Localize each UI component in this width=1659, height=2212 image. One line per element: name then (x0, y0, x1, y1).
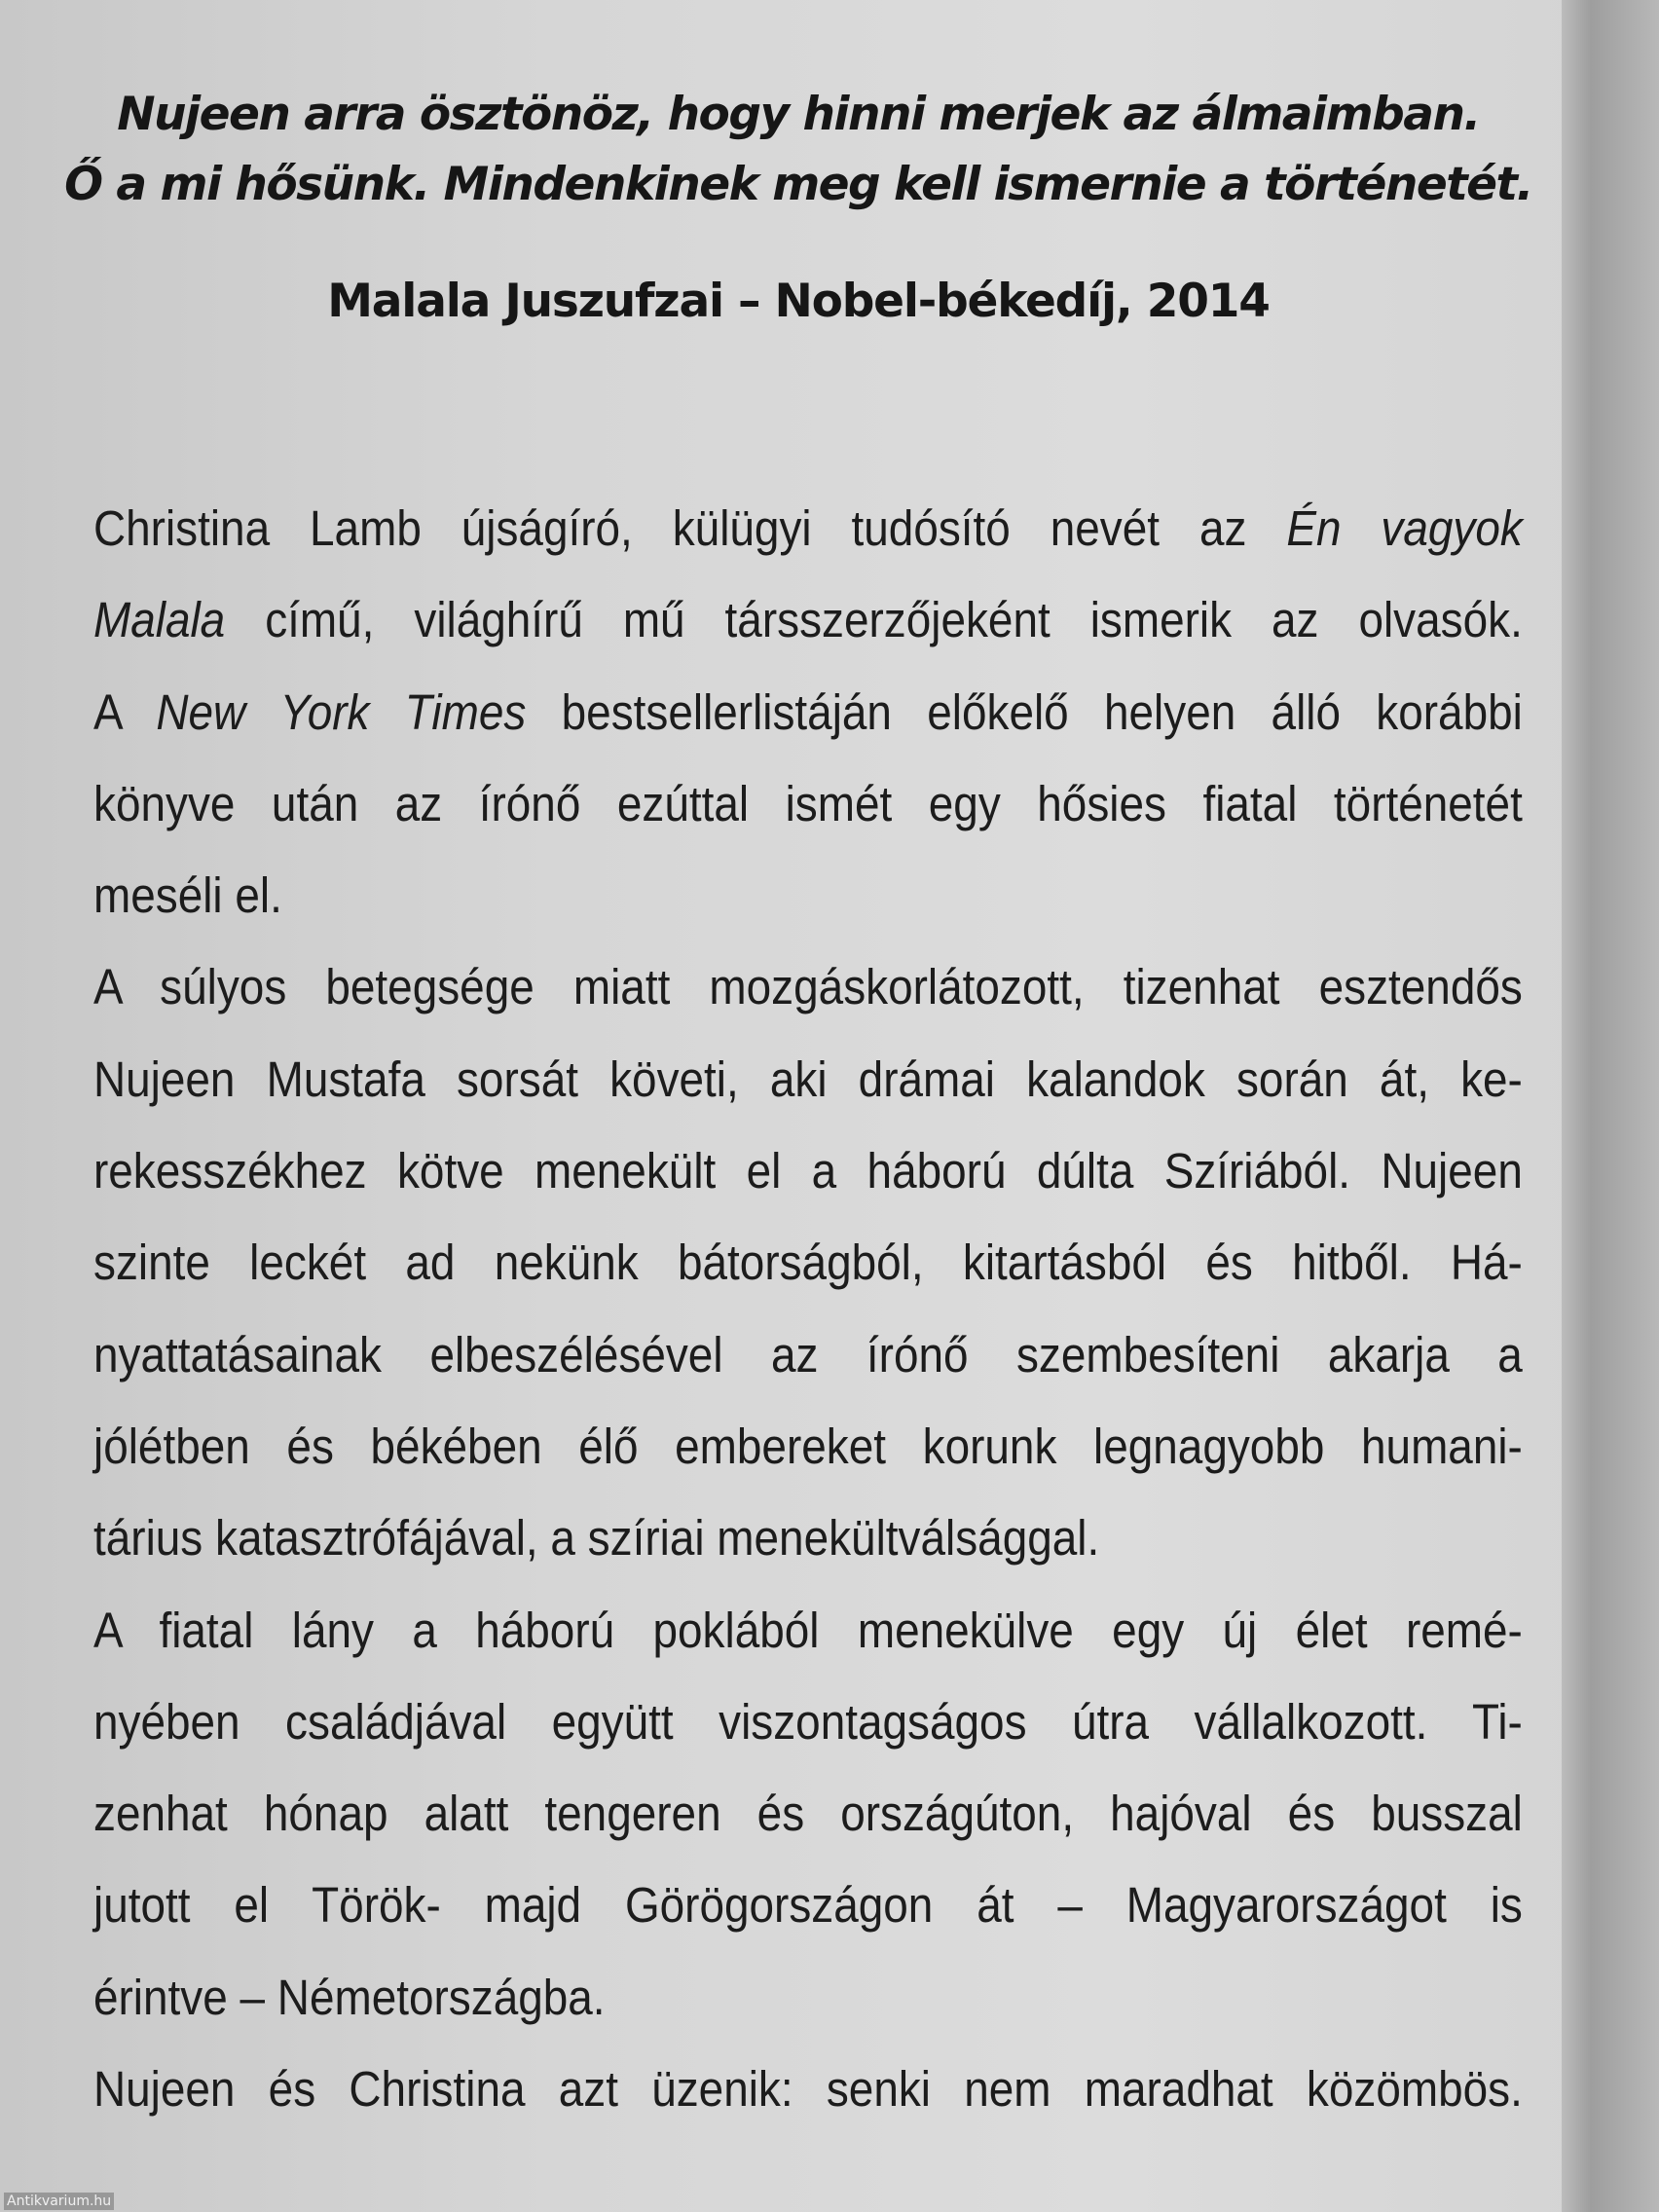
blurb-line: Nujeen Mustafa sorsát követi, aki drámai kalandok során át, ke- (93, 1051, 1523, 1107)
newspaper-title-italic: New York Times (156, 683, 527, 740)
blurb-line: Nujeen és Christina azt üzenik: senki nem maradhat közömbös. (93, 2061, 1523, 2118)
blurb-text: bestsellerlistáján előkelő helyen álló korábbi (526, 683, 1523, 740)
book-title-italic: Malala (93, 592, 226, 648)
blurb-line: zenhat hónap alatt tengeren és országúton, hajóval és busszal (93, 1786, 1523, 1842)
blurb-line: könyve után az írónő ezúttal ismét egy hősies fiatal történetét (93, 775, 1523, 831)
blurb-line: meséli el. (93, 867, 282, 924)
book-title-italic: Én vagyok (1286, 500, 1523, 556)
blurb-text: Christina Lamb újságíró, külügyi tudósító nevét az (93, 500, 1287, 556)
blurb-text: A (93, 683, 157, 740)
page-edge-shadow (1562, 0, 1659, 2212)
blurb-line: jólétben és békében élő embereket korunk legnagyobb humani- (93, 1418, 1523, 1474)
quote-line: Ő a mi hősünk. Mindenkinek meg kell ismernie a történetét. (64, 158, 1532, 211)
blurb-line: szinte leckét ad nekünk bátorságból, kitartásból és hitből. Há- (93, 1235, 1523, 1291)
blurb-line: rekesszékhez kötve menekült el a háború dúlta Szíriából. Nujeen (93, 1143, 1523, 1199)
book-blurb (93, 483, 1523, 2135)
blurb-line: nyében családjával együtt viszontagságos útra vállalkozott. Ti- (93, 1693, 1523, 1750)
blurb-line: tárius katasztrófájával, a szíriai menekültválsággal. (93, 1510, 1100, 1567)
blurb-line: érintve – Németországba. (93, 1969, 606, 2025)
quote-line: Nujeen arra ösztönöz, hogy hinni merjek az álmaimban. (117, 88, 1480, 141)
blurb-line: nyattatásainak elbeszélésével az írónő szembesíteni akarja a (93, 1326, 1523, 1382)
blurb-line: A fiatal lány a háború poklából menekülve egy új élet remé- (93, 1602, 1523, 1658)
blurb-text: című, világhírű mű társszerzőjeként ismerik az olvasók. (225, 592, 1523, 648)
quote-attribution: Malala Juszufzai – Nobel-békedíj, 2014 (327, 275, 1270, 328)
watermark: Antikvarium.hu (4, 2193, 114, 2210)
blurb-line: jutott el Török- majd Görögországon át – Magyarországot is (93, 1877, 1523, 1934)
endorsement-quote (39, 80, 1558, 220)
blurb-line (93, 574, 1523, 666)
blurb-line (93, 667, 1523, 758)
blurb-line (93, 483, 1523, 574)
blurb-line: A súlyos betegsége miatt mozgáskorlátozott, tizenhat esztendős (93, 959, 1523, 1015)
